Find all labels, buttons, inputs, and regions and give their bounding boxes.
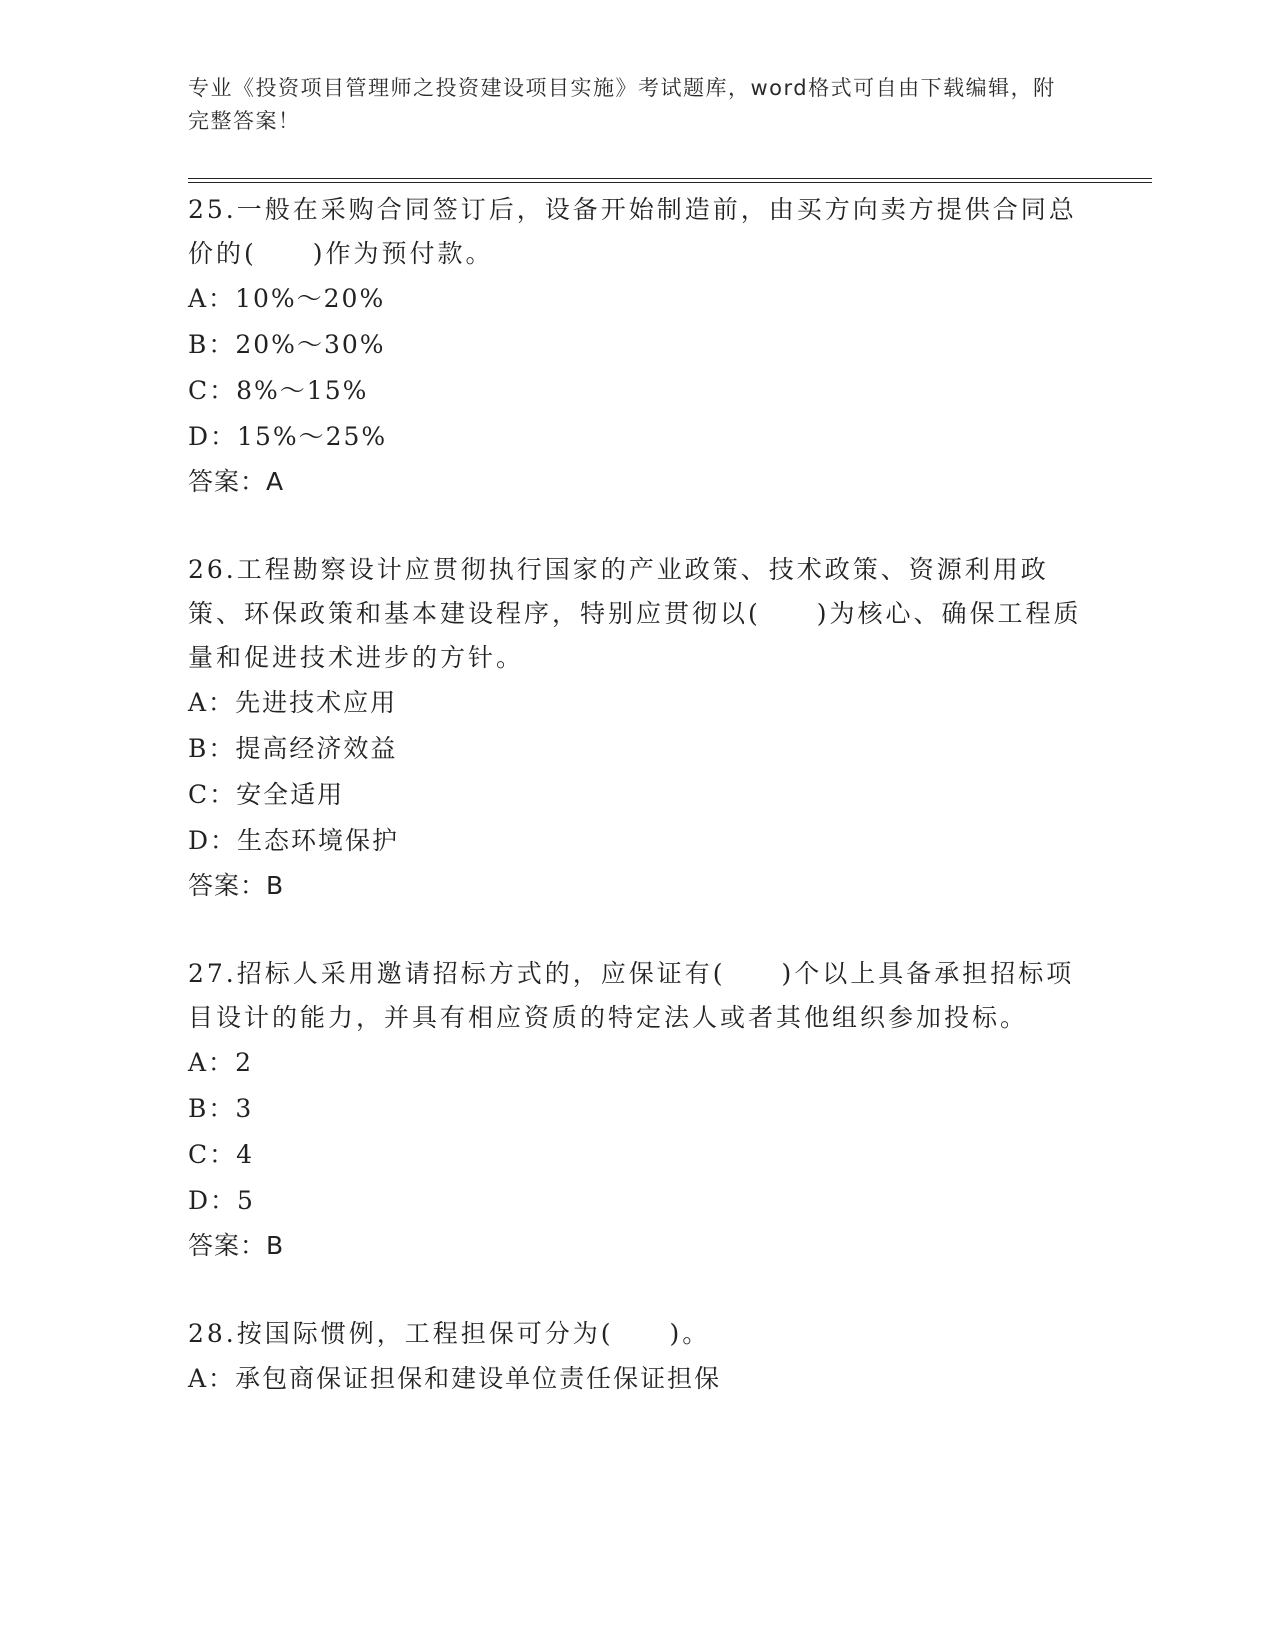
option-key: D： (188, 1186, 238, 1215)
question-stem: 27.招标人采用邀请招标方式的，应保证有( )个以上具备承担招标项目设计的能力，并具有相应资质的特定法人或者其他组织参加投标。 (188, 959, 1075, 1032)
answer-label: 答案： (188, 1231, 267, 1260)
option-key: B： (188, 330, 236, 359)
option-b (188, 726, 1088, 772)
answer-value: A (266, 467, 285, 496)
option-text: 先进技术应用 (235, 688, 398, 717)
header-divider (188, 178, 1152, 183)
answer-line (188, 864, 1088, 908)
option-text: 4 (236, 1140, 255, 1169)
answer-label: 答案： (188, 871, 267, 900)
question-28 (188, 1312, 1088, 1402)
option-key: B： (188, 734, 236, 763)
answer-line (188, 460, 1088, 504)
document-header: 专业《投资项目管理师之投资建设项目实施》考试题库，word格式可自由下载编辑，附完整答案！ (188, 76, 1056, 133)
option-a (188, 680, 1088, 726)
question-26 (188, 548, 1088, 908)
question-stem: 25.一般在采购合同签订后，设备开始制造前，由买方向卖方提供合同总价的( )作为预付款。 (188, 195, 1077, 268)
option-text: 5 (237, 1186, 255, 1215)
option-text: 安全适用 (236, 780, 345, 809)
option-key: D： (188, 826, 238, 855)
option-b (188, 1086, 1088, 1132)
option-c (188, 772, 1088, 818)
option-text: 10%～20% (235, 284, 386, 313)
option-a (188, 1040, 1088, 1086)
option-c (188, 368, 1088, 414)
question-stem: 28.按国际惯例，工程担保可分为( )。 (188, 1319, 711, 1348)
option-key: C： (188, 780, 237, 809)
option-key: A： (188, 688, 236, 717)
option-text: 提高经济效益 (235, 734, 398, 763)
answer-value: B (266, 871, 285, 900)
option-d (188, 818, 1088, 864)
option-key: B： (188, 1094, 236, 1123)
option-key: A： (188, 1048, 236, 1077)
option-a (188, 276, 1088, 322)
question-27 (188, 952, 1088, 1268)
option-c (188, 1132, 1088, 1178)
option-text: 3 (235, 1094, 254, 1123)
option-key: A： (188, 1364, 236, 1393)
option-key: D： (188, 422, 238, 451)
question-list (188, 188, 1088, 1446)
option-text: 2 (235, 1048, 253, 1077)
option-key: C： (188, 1140, 237, 1169)
answer-label: 答案： (188, 467, 267, 496)
option-key: A： (188, 284, 236, 313)
option-text: 15%～25% (237, 422, 388, 451)
option-d (188, 1178, 1088, 1224)
option-text: 生态环境保护 (237, 826, 400, 855)
option-d (188, 414, 1088, 460)
answer-line (188, 1224, 1088, 1268)
option-a (188, 1356, 1088, 1402)
option-key: C： (188, 376, 237, 405)
answer-value: B (266, 1231, 285, 1260)
option-text: 承包商保证担保和建设单位责任保证担保 (235, 1364, 722, 1393)
option-text: 8%～15% (236, 376, 369, 405)
option-b (188, 322, 1088, 368)
option-text: 20%～30% (235, 330, 386, 359)
question-stem: 26.工程勘察设计应贯彻执行国家的产业政策、技术政策、资源利用政策、环保政策和基本建设程序，特别应贯彻以( )为核心、确保工程质量和促进技术进步的方针。 (188, 555, 1082, 672)
question-25 (188, 188, 1088, 504)
